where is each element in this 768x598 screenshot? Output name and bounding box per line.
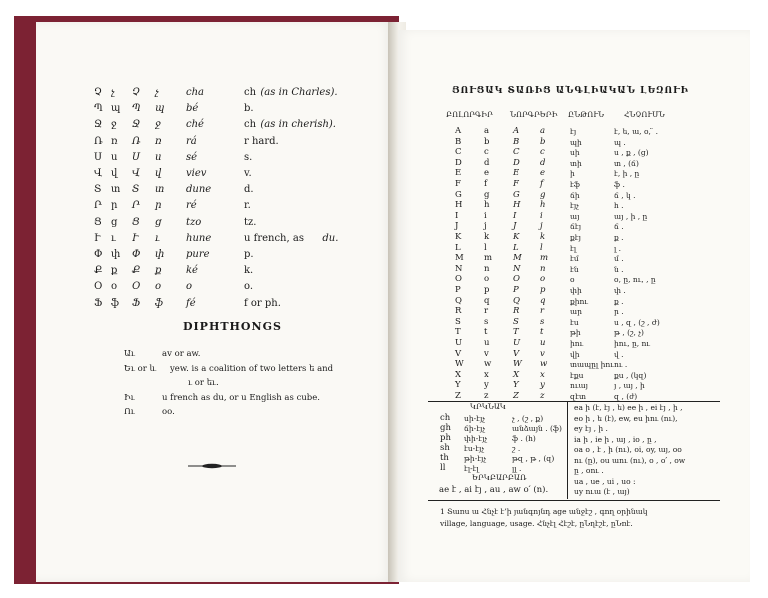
letter-script-lower: k bbox=[540, 232, 546, 242]
footnote-line1: 1 Տառս ա Հնչէ է’ի յանգոյնդ age անջէշ , գող օրինակ bbox=[440, 507, 648, 516]
vowel-combo-line: ea ի (է, էյ , ե) ee ի , ei էյ , ի , bbox=[574, 403, 683, 412]
diphthong-armenian: Եւ or և bbox=[124, 363, 157, 374]
letter-upper: D bbox=[455, 157, 462, 168]
armenian-script-lower: չ bbox=[155, 87, 159, 98]
letter-script-lower: u bbox=[540, 338, 546, 348]
letter-sound: k. bbox=[244, 265, 254, 277]
armenian-script-lower: ք bbox=[155, 265, 162, 277]
letter-pronunciation: մ . bbox=[614, 254, 624, 264]
letter-arm-name: ուայ bbox=[570, 381, 588, 391]
combo-armenian: ճի-էյչ bbox=[464, 424, 486, 433]
letter-upper: T bbox=[455, 327, 461, 338]
letter-script-upper: P bbox=[513, 285, 519, 295]
combo-pronunciation: շ . bbox=[512, 444, 521, 453]
letter-script-upper: D bbox=[513, 157, 520, 168]
combo-english: gh bbox=[440, 423, 451, 433]
combo-english: ph bbox=[440, 433, 451, 443]
letter-sound: ch bbox=[244, 87, 257, 98]
vowel-combo-line: eo ի , ե (է), ew, eu իու (ու), bbox=[574, 413, 678, 423]
letter-upper: S bbox=[455, 316, 461, 327]
armenian-script-lower: ս bbox=[155, 151, 162, 163]
armenian-upper: Վ bbox=[94, 168, 103, 179]
vowel-combo-line: ua , ue , ui , uo ։ bbox=[574, 476, 636, 486]
letter-pronunciation: պ . bbox=[614, 137, 626, 147]
armenian-script-upper: Ս bbox=[132, 151, 140, 163]
letter-lower: d bbox=[484, 157, 490, 168]
letter-script-upper: Q bbox=[513, 295, 520, 306]
letter-sound: d. bbox=[244, 184, 254, 196]
armenian-script-upper: Փ bbox=[132, 249, 141, 260]
diphthong-text: yew. is a coalition of two letters ե and bbox=[170, 363, 334, 374]
letter-script-lower: z bbox=[540, 391, 545, 401]
column-header: ՆՈՐԳՐԵՐԻ bbox=[510, 110, 558, 119]
letter-name: viev bbox=[186, 168, 207, 179]
letter-script-lower: c bbox=[540, 147, 545, 158]
diphthong-text: av or aw. bbox=[162, 349, 201, 359]
letter-script-upper: S bbox=[513, 316, 519, 327]
letter-pronunciation: թ , (շ, չ) bbox=[614, 328, 644, 338]
letter-upper: Q bbox=[455, 295, 462, 306]
letter-lower: f bbox=[484, 179, 488, 189]
letter-name: ré bbox=[186, 200, 197, 212]
letter-name: o bbox=[186, 281, 193, 293]
letter-upper: L bbox=[455, 242, 461, 253]
letter-script-lower: s bbox=[540, 316, 545, 327]
letter-upper: P bbox=[455, 285, 461, 295]
letter-script-upper: Y bbox=[513, 380, 519, 391]
letter-arm-name: ի bbox=[570, 169, 575, 179]
letter-upper: W bbox=[455, 359, 464, 370]
letter-upper: E bbox=[455, 168, 462, 179]
armenian-upper: Տ bbox=[94, 184, 102, 196]
footnote-line2: village, language, usage. Հնչէլ Հէշէ, ըՆղէշէ, ըՆռէ. bbox=[440, 519, 633, 528]
combo-armenian: սի-էյչ bbox=[464, 414, 486, 423]
letter-script-lower: t bbox=[540, 327, 544, 338]
letter-pronunciation: ճ , կ . bbox=[614, 190, 636, 200]
letter-name: tzo bbox=[186, 216, 202, 228]
letter-arm-name: էն bbox=[570, 264, 579, 274]
letter-sound: b. bbox=[244, 103, 254, 115]
letter-upper: C bbox=[455, 147, 462, 158]
armenian-upper: Ջ bbox=[94, 119, 103, 131]
letter-sound: o. bbox=[244, 281, 254, 293]
armenian-upper: Պ bbox=[94, 103, 103, 115]
armenian-script-lower: ռ bbox=[155, 135, 162, 147]
letter-script-lower: m bbox=[540, 253, 549, 264]
letter-pronunciation: հ . bbox=[614, 201, 624, 211]
letter-name: sé bbox=[186, 151, 198, 163]
letter-script-upper: X bbox=[513, 369, 520, 380]
letter-script-upper: E bbox=[513, 168, 520, 179]
letter-name: pure bbox=[186, 249, 210, 260]
armenian-lower: փ bbox=[111, 249, 121, 260]
letter-script-upper: A bbox=[513, 126, 520, 136]
letter-pronunciation: զ , (ժ) bbox=[614, 392, 638, 401]
letter-pronunciation: վ . bbox=[614, 349, 624, 359]
letter-pronunciation: ր . bbox=[614, 307, 624, 317]
letter-arm-name: օ bbox=[570, 275, 575, 285]
letter-name: hune bbox=[186, 232, 212, 244]
armenian-script-upper: Ք bbox=[132, 265, 141, 277]
letter-script-upper: M bbox=[513, 253, 522, 264]
vowel-combo-line: oa օ , է , ի (ու), oi, oy, այ, օօ bbox=[574, 445, 682, 454]
letter-arm-name: պի bbox=[570, 137, 582, 147]
armenian-lower: պ bbox=[111, 103, 121, 115]
letter-upper: N bbox=[455, 263, 463, 274]
letter-script-lower: j bbox=[540, 221, 543, 232]
letter-sound: tz. bbox=[244, 216, 257, 228]
letter-arm-name: ճի bbox=[570, 190, 580, 200]
armenian-upper: Ք bbox=[94, 265, 103, 277]
letter-pronunciation: օ, ը, ու, , ը bbox=[614, 275, 656, 285]
letter-arm-name: քէյ bbox=[570, 233, 581, 242]
armenian-script-lower: ր bbox=[155, 200, 162, 212]
letter-lower: a bbox=[484, 126, 490, 136]
letter-script-lower: g bbox=[540, 189, 546, 200]
letter-pronunciation: այ , ի , ը bbox=[614, 211, 648, 221]
armenian-script-upper: Օ bbox=[132, 281, 141, 293]
letter-lower: w bbox=[484, 359, 492, 370]
combo-divider bbox=[567, 401, 568, 499]
letter-arm-name: էքս bbox=[570, 370, 584, 380]
combo-pronunciation: անձայն . (ֆ) bbox=[512, 424, 562, 433]
armenian-script-upper: Ռ bbox=[132, 135, 141, 147]
letter-name: rá bbox=[186, 135, 197, 147]
letter-sound: r. bbox=[244, 200, 251, 212]
letter-script-upper: Z bbox=[513, 391, 519, 401]
armenian-script-lower: օ bbox=[155, 281, 162, 293]
letter-arm-name: իու bbox=[570, 339, 584, 348]
letter-sound: s. bbox=[244, 151, 253, 163]
letter-lower: k bbox=[484, 232, 490, 242]
letter-lower: q bbox=[484, 295, 490, 306]
letter-script-lower: l bbox=[540, 242, 543, 253]
letter-lower: x bbox=[484, 369, 489, 380]
letter-lower: o bbox=[484, 274, 490, 285]
letter-script-lower: w bbox=[540, 359, 548, 370]
diphthong-text: oo. bbox=[162, 407, 175, 417]
diphthong-text: u french as du, or u English as cube. bbox=[162, 392, 320, 403]
letter-script-upper: L bbox=[513, 242, 519, 253]
combo-armenian: թի-էյչ bbox=[464, 454, 487, 463]
letter-lower: n bbox=[484, 263, 490, 274]
armenian-upper: Ց bbox=[94, 216, 102, 228]
diphthong-armenian: Ու bbox=[124, 407, 135, 417]
armenian-lower: վ bbox=[111, 168, 118, 179]
letter-script-lower: v bbox=[540, 348, 545, 359]
letter-lower: b bbox=[484, 136, 490, 147]
letter-lower: j bbox=[484, 221, 487, 232]
letter-upper: R bbox=[455, 306, 462, 317]
letter-pronunciation: իու, ը, ու bbox=[614, 339, 651, 348]
letter-arm-name: տի bbox=[570, 158, 582, 168]
letter-arm-name: զէտ bbox=[570, 392, 586, 401]
letter-pronunciation: տ , (ճ) bbox=[614, 158, 639, 168]
diphthong-armenian: Աւ bbox=[124, 349, 135, 359]
letter-arm-name: տապըլ իու bbox=[570, 360, 614, 370]
armenian-script-lower: ւ bbox=[155, 232, 160, 244]
armenian-lower: ց bbox=[111, 216, 118, 228]
combo-armenian: փի-էյչ bbox=[464, 434, 488, 443]
letter-script-lower: d bbox=[540, 157, 546, 168]
letter-arm-name: էյչ bbox=[570, 201, 579, 211]
letter-pronunciation: ն . bbox=[614, 264, 624, 274]
letter-lower: l bbox=[484, 242, 487, 253]
letter-script-upper: H bbox=[513, 200, 521, 211]
armenian-script-lower: վ bbox=[155, 168, 162, 179]
armenian-lower: տ bbox=[111, 184, 121, 196]
alphabet-table-title: ՅՈՒՑԱԿ ՏԱՌԻՑ ԱՆԳԼԻԱԿԱՆ ԼԵԶՈՒԻ bbox=[452, 86, 689, 96]
armenian-script-upper: Ւ bbox=[132, 232, 139, 244]
letter-upper: M bbox=[455, 253, 464, 264]
letter-upper: O bbox=[455, 274, 462, 285]
letter-upper: A bbox=[455, 126, 462, 136]
combo-armenian: էս-էյչ bbox=[464, 444, 485, 453]
letter-lower: c bbox=[484, 147, 489, 158]
letter-upper: F bbox=[455, 179, 461, 189]
armenian-script-upper: Պ bbox=[132, 103, 141, 115]
letter-script-lower: a bbox=[540, 126, 546, 136]
armenian-lower: ռ bbox=[111, 135, 118, 147]
armenian-lower: ր bbox=[111, 200, 118, 212]
vowel-combo-line: ia ի , ie ի , այ , io , ը , bbox=[574, 434, 657, 444]
letter-upper: U bbox=[455, 338, 463, 348]
vowel-combo-line: uy ուա (է , այ) bbox=[574, 487, 630, 496]
combo-pronunciation: թզ , թ , (զ) bbox=[512, 454, 555, 463]
letter-arm-name: փի bbox=[570, 286, 582, 295]
letter-script-upper: F bbox=[513, 179, 519, 189]
letter-script-lower: r bbox=[540, 306, 545, 317]
left-page bbox=[36, 22, 392, 582]
letter-pronunciation: փ . bbox=[614, 286, 626, 295]
letter-pronunciation: ս , զ , (շ , ժ) bbox=[614, 317, 660, 327]
vowel-combo-line: ու (ը), ou աու (ու), օ , օ՛ , ow bbox=[574, 455, 686, 465]
letter-name: bé bbox=[186, 103, 199, 115]
armenian-lower: ս bbox=[111, 151, 118, 163]
letter-arm-name: էմ bbox=[570, 254, 579, 264]
letter-script-lower: f bbox=[540, 179, 544, 189]
letter-script-upper: R bbox=[513, 306, 520, 317]
letter-pronunciation: ք . bbox=[614, 296, 624, 306]
letter-upper: Y bbox=[455, 380, 461, 391]
armenian-upper: Չ bbox=[94, 87, 102, 98]
letter-name: ké bbox=[186, 265, 198, 277]
armenian-script-upper: Ֆ bbox=[132, 297, 141, 309]
combo-pronunciation: չ , (շ , ք) bbox=[512, 414, 544, 423]
letter-arm-name: էֆ bbox=[570, 180, 580, 189]
armenian-upper: Փ bbox=[94, 249, 103, 260]
letter-pronunciation: է, ե, ա, օ, ̈ . bbox=[614, 127, 659, 136]
letter-pronunciation: քս , (կզ) bbox=[614, 370, 647, 380]
letter-upper: H bbox=[455, 200, 463, 211]
armenian-script-upper: Ց bbox=[132, 216, 140, 228]
letter-sound-note: (as in Charles). bbox=[260, 87, 338, 98]
letter-lower: e bbox=[484, 168, 490, 179]
letter-lower: s bbox=[484, 316, 489, 327]
letter-arm-name: այ bbox=[570, 211, 580, 221]
armenian-script-upper: Տ bbox=[132, 184, 140, 196]
letter-sound: f or ph. bbox=[244, 297, 281, 309]
letter-lower: z bbox=[484, 391, 489, 401]
letter-script-lower: n bbox=[540, 263, 546, 274]
letter-sound: u french, as bbox=[244, 232, 304, 244]
combo-english: ll bbox=[440, 463, 446, 473]
armenian-script-upper: Վ bbox=[132, 168, 141, 179]
armenian-lower: ւ bbox=[111, 232, 116, 244]
letter-script-lower: b bbox=[540, 136, 546, 147]
letter-upper: B bbox=[455, 136, 462, 147]
letter-lower: t bbox=[484, 327, 488, 338]
letter-sound-note: (as in cherish). bbox=[260, 119, 336, 131]
armenian-script-upper: Ր bbox=[132, 200, 140, 212]
letter-sound-note: du. bbox=[322, 232, 339, 244]
armenian-script-lower: ջ bbox=[155, 119, 161, 131]
letter-name: ché bbox=[186, 119, 204, 131]
armenian-upper: Ս bbox=[94, 151, 102, 163]
letter-lower: u bbox=[484, 338, 490, 348]
letter-upper: G bbox=[455, 189, 462, 200]
letter-sound: ch bbox=[244, 119, 257, 131]
armenian-script-upper: Չ bbox=[132, 87, 140, 98]
vowel-combo-line: ey էյ , ի . bbox=[574, 424, 608, 433]
letter-upper: J bbox=[455, 221, 459, 232]
diphthongs-title: DIPHTHONGS bbox=[183, 320, 282, 333]
letter-lower: r bbox=[484, 306, 489, 317]
letter-script-upper: U bbox=[513, 338, 521, 348]
armenian-upper: Ր bbox=[94, 200, 102, 212]
letter-script-lower: x bbox=[540, 369, 545, 380]
letter-script-lower: y bbox=[540, 380, 545, 391]
combo-english: ch bbox=[440, 413, 451, 423]
letter-script-upper: B bbox=[513, 136, 520, 147]
letter-script-lower: e bbox=[540, 168, 546, 179]
letter-pronunciation: է, ի , ը bbox=[614, 169, 640, 179]
letter-arm-name: քիու bbox=[570, 296, 589, 306]
letter-upper: K bbox=[455, 232, 462, 242]
armenian-script-lower: պ bbox=[155, 103, 165, 115]
letter-script-upper: N bbox=[513, 263, 521, 274]
letter-lower: m bbox=[484, 253, 493, 264]
letter-lower: v bbox=[484, 348, 489, 359]
letter-script-upper: W bbox=[513, 359, 522, 370]
armenian-upper: Ւ bbox=[94, 232, 101, 244]
letter-pronunciation: ֆ . bbox=[614, 180, 625, 189]
letter-script-upper: K bbox=[513, 232, 520, 242]
letter-arm-name: ար bbox=[570, 307, 582, 317]
letter-upper: X bbox=[455, 369, 462, 380]
letter-script-upper: I bbox=[513, 210, 517, 221]
armenian-script-lower: տ bbox=[155, 184, 165, 196]
letter-upper: Z bbox=[455, 391, 461, 401]
armenian-upper: Օ bbox=[94, 281, 103, 293]
letter-script-lower: i bbox=[540, 210, 543, 221]
vowel-combo-line: ը , օու . bbox=[574, 466, 604, 475]
letter-upper: I bbox=[455, 210, 459, 221]
letter-arm-name: սի bbox=[570, 148, 580, 158]
combo-armenian: էլ-էլ bbox=[464, 464, 479, 473]
letter-pronunciation: ք . bbox=[614, 233, 624, 242]
armenian-lower: ք bbox=[111, 265, 118, 277]
letter-upper: V bbox=[455, 348, 462, 359]
letter-sound: p. bbox=[244, 249, 254, 260]
letter-script-upper: T bbox=[513, 327, 519, 338]
letter-arm-name: թի bbox=[570, 328, 581, 338]
letter-sound: v. bbox=[244, 168, 252, 179]
letter-script-lower: p bbox=[540, 285, 546, 295]
letter-script-upper: G bbox=[513, 189, 520, 200]
footnote-divider bbox=[428, 500, 720, 501]
letter-lower: y bbox=[484, 380, 489, 391]
letter-script-lower: o bbox=[540, 274, 546, 285]
armenian-script-lower: փ bbox=[155, 249, 165, 260]
diphthong-armenian: Իւ bbox=[124, 392, 135, 403]
letter-name: fé bbox=[186, 297, 196, 309]
letter-pronunciation: ու . bbox=[614, 360, 628, 370]
vowel-combos-title: ԵՐԿԲԱՐԲԱՌ bbox=[472, 473, 527, 482]
letter-arm-name: էյ bbox=[570, 127, 577, 136]
armenian-script-upper: Ջ bbox=[132, 119, 141, 131]
letter-pronunciation: ս , ք , (ց) bbox=[614, 148, 649, 158]
letter-name: cha bbox=[186, 87, 205, 98]
column-header: ԲՈԼՈՐԳԻՐ bbox=[446, 110, 493, 119]
letter-sound: r hard. bbox=[244, 135, 279, 147]
letter-arm-name: էս bbox=[570, 317, 579, 327]
column-header: ԸՆԹՈՒՆ bbox=[568, 110, 604, 119]
letter-arm-name: վի bbox=[570, 349, 580, 359]
diphthong-text: ւ or եւ. bbox=[188, 378, 219, 388]
armenian-upper: Ֆ bbox=[94, 297, 103, 309]
combo-english: sh bbox=[440, 443, 450, 453]
armenian-lower: ջ bbox=[111, 119, 117, 131]
letter-lower: g bbox=[484, 189, 490, 200]
letter-script-upper: J bbox=[513, 221, 517, 232]
letter-script-upper: O bbox=[513, 274, 520, 285]
letter-name: dune bbox=[186, 184, 212, 196]
letter-pronunciation: լ . bbox=[614, 243, 622, 253]
letter-script-lower: q bbox=[540, 295, 546, 306]
letter-lower: i bbox=[484, 210, 487, 221]
armenian-script-lower: ֆ bbox=[155, 297, 164, 309]
letter-lower: p bbox=[484, 285, 490, 295]
armenian-lower: օ bbox=[111, 281, 118, 293]
letter-pronunciation: յ , այ , ի bbox=[614, 381, 645, 391]
letter-lower: h bbox=[484, 200, 490, 211]
letter-script-upper: V bbox=[513, 348, 520, 359]
armenian-upper: Ռ bbox=[94, 135, 103, 147]
combo-english: th bbox=[440, 453, 449, 463]
letter-arm-name: էլ bbox=[570, 243, 577, 253]
combos-title: ԿՐԿՆԱԿ bbox=[470, 402, 506, 411]
letter-script-upper: C bbox=[513, 147, 520, 158]
armenian-script-lower: ց bbox=[155, 216, 162, 228]
letter-pronunciation: ճ . bbox=[614, 222, 624, 232]
armenian-lower: չ bbox=[111, 87, 115, 98]
ornament-divider bbox=[188, 463, 236, 469]
letter-script-lower: h bbox=[540, 200, 546, 211]
letter-arm-name: ճէյ bbox=[570, 222, 582, 232]
combo-pronunciation: լլ . bbox=[512, 464, 522, 473]
armenian-lower: ֆ bbox=[111, 297, 120, 309]
column-header: ՀՆՉՈՒՄՆ bbox=[624, 110, 665, 119]
vowel-line: ae է , ai էյ , au , aw օ՛ (ո). bbox=[439, 485, 549, 495]
combo-pronunciation: ֆ . (հ) bbox=[512, 434, 536, 443]
